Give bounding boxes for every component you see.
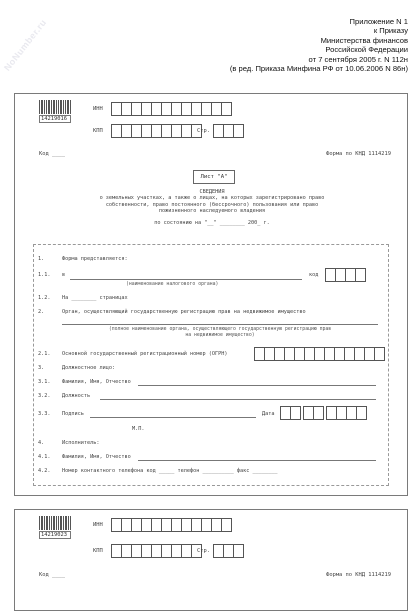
row-3-num: 3. [38, 365, 45, 371]
row-4-1-num: 4.1. [38, 454, 51, 460]
position-field[interactable] [100, 399, 376, 400]
page-2-label: Стр. [197, 548, 210, 554]
header-line-6: (в ред. Приказа Минфина РФ от 10.06.2006 N 86н) [229, 64, 408, 74]
row-2-1-num: 2.1. [38, 351, 51, 357]
inn-2-label: ИНН [93, 522, 103, 528]
header-line-1: Приложение N 1 [349, 17, 408, 26]
form-title [39, 189, 385, 226]
row-4-text: Исполнитель: [62, 440, 100, 446]
row-2-text: Орган, осуществляющий государственную регистрацию прав на недвижимое имущество [62, 309, 306, 315]
barcode-2-bars [39, 516, 71, 530]
kpp-boxes[interactable] [111, 124, 201, 138]
tax-authority-field[interactable] [70, 279, 302, 280]
executor-name-field[interactable] [138, 460, 376, 461]
date-line: по состоянию на "__" ________ 200_ г. [154, 219, 270, 226]
main-section [33, 244, 389, 486]
row-3-1-num: 3.1. [38, 379, 51, 385]
row-3-3-text: Подпись [62, 411, 84, 417]
barcode-2-number: 14219023 [39, 531, 71, 539]
header-line-3: Министерства финансов [320, 35, 408, 45]
kpp-2-boxes[interactable] [111, 544, 201, 558]
form-page-2 [14, 509, 408, 611]
official-name-field[interactable] [138, 385, 376, 386]
kpp-label: КПП [93, 128, 103, 134]
code-label-text: Код [39, 151, 49, 157]
code-label: Код ____ [39, 151, 65, 157]
row-1-num: 1. [38, 256, 45, 262]
kpp-2-label: КПП [93, 548, 103, 554]
signature-field[interactable] [90, 417, 256, 418]
barcode [39, 100, 71, 123]
barcode-bars [39, 100, 71, 114]
row-2-1-text: Основной государственный регистрационный номер (ОГРН) [62, 351, 228, 357]
row-3-2-num: 3.2. [38, 393, 51, 399]
barcode-2 [39, 516, 71, 539]
row-1-1-text: в [62, 272, 66, 278]
title-line-2: о земельных участках, а также о лицах, на которых зарегистрировано право [99, 195, 325, 202]
row-4-2-text: Номер контактного телефона код _____ телефон __________ факс ________ [62, 468, 278, 474]
inn-label: ИНН [93, 106, 103, 112]
date-boxes[interactable] [280, 406, 366, 420]
tax-authority-hint: (наименование налогового органа) [126, 282, 219, 287]
row-2-num: 2. [38, 309, 45, 315]
row-4-num: 4. [38, 440, 45, 446]
form-knd-2-label: Форма по КНД 1114219 [326, 572, 391, 578]
row-1-2-text: На ________ страницах [62, 295, 128, 301]
title-line-3: собственности, право постоянного (бессрочного) пользования или право [105, 201, 319, 208]
barcode-number: 14219016 [39, 115, 71, 123]
stamp-label: М.П. [132, 426, 145, 432]
watermark: NoNumber.ru [2, 17, 49, 73]
registration-hint-1: (полное наименование органа, осуществляющего государственную регистрацию прав [108, 327, 332, 332]
registration-authority-field[interactable] [62, 324, 378, 325]
header-line-2: к Приказу [373, 26, 408, 36]
form-page-1 [14, 93, 408, 496]
ogrn-boxes[interactable] [254, 347, 384, 361]
page-2-boxes[interactable] [213, 544, 243, 558]
title-line-4: пожизненного наследуемого владения [158, 208, 266, 215]
document-header [230, 17, 408, 73]
sheet-a-box: Лист "А" [193, 170, 235, 184]
code-2-label-text: Код [39, 572, 49, 578]
row-1-text: Форма представляется: [62, 256, 128, 262]
row-3-text: Должностное лицо: [62, 365, 116, 371]
row-1-2-num: 1.2. [38, 295, 51, 301]
page-label: Стр. [197, 128, 210, 134]
header-line-5: от 7 сентября 2005 г. N 112н [308, 54, 408, 64]
form-knd-label: Форма по КНД 1114219 [326, 151, 391, 157]
row-4-2-num: 4.2. [38, 468, 51, 474]
row-1-1-num: 1.1. [38, 272, 51, 278]
row-3-2-text: Должность [62, 393, 91, 399]
row-3-3-num: 3.3. [38, 411, 51, 417]
row-4-1-text: Фамилия, Имя, Отчество [62, 454, 131, 460]
code-2-label: Код ____ [39, 572, 65, 578]
row-3-1-text: Фамилия, Имя, Отчество [62, 379, 131, 385]
title-line-1: СВЕДЕНИЯ [199, 189, 225, 195]
date-label: Дата [262, 411, 275, 417]
registration-hint-2: на недвижимое имущество) [185, 333, 255, 338]
inn-boxes[interactable] [111, 102, 231, 116]
page-boxes[interactable] [213, 124, 243, 138]
tax-code-boxes[interactable] [325, 268, 365, 282]
header-line-4: Российской Федерации [325, 45, 408, 55]
tax-code-label: код [309, 272, 319, 278]
inn-2-boxes[interactable] [111, 518, 231, 532]
registration-hint [62, 327, 378, 339]
